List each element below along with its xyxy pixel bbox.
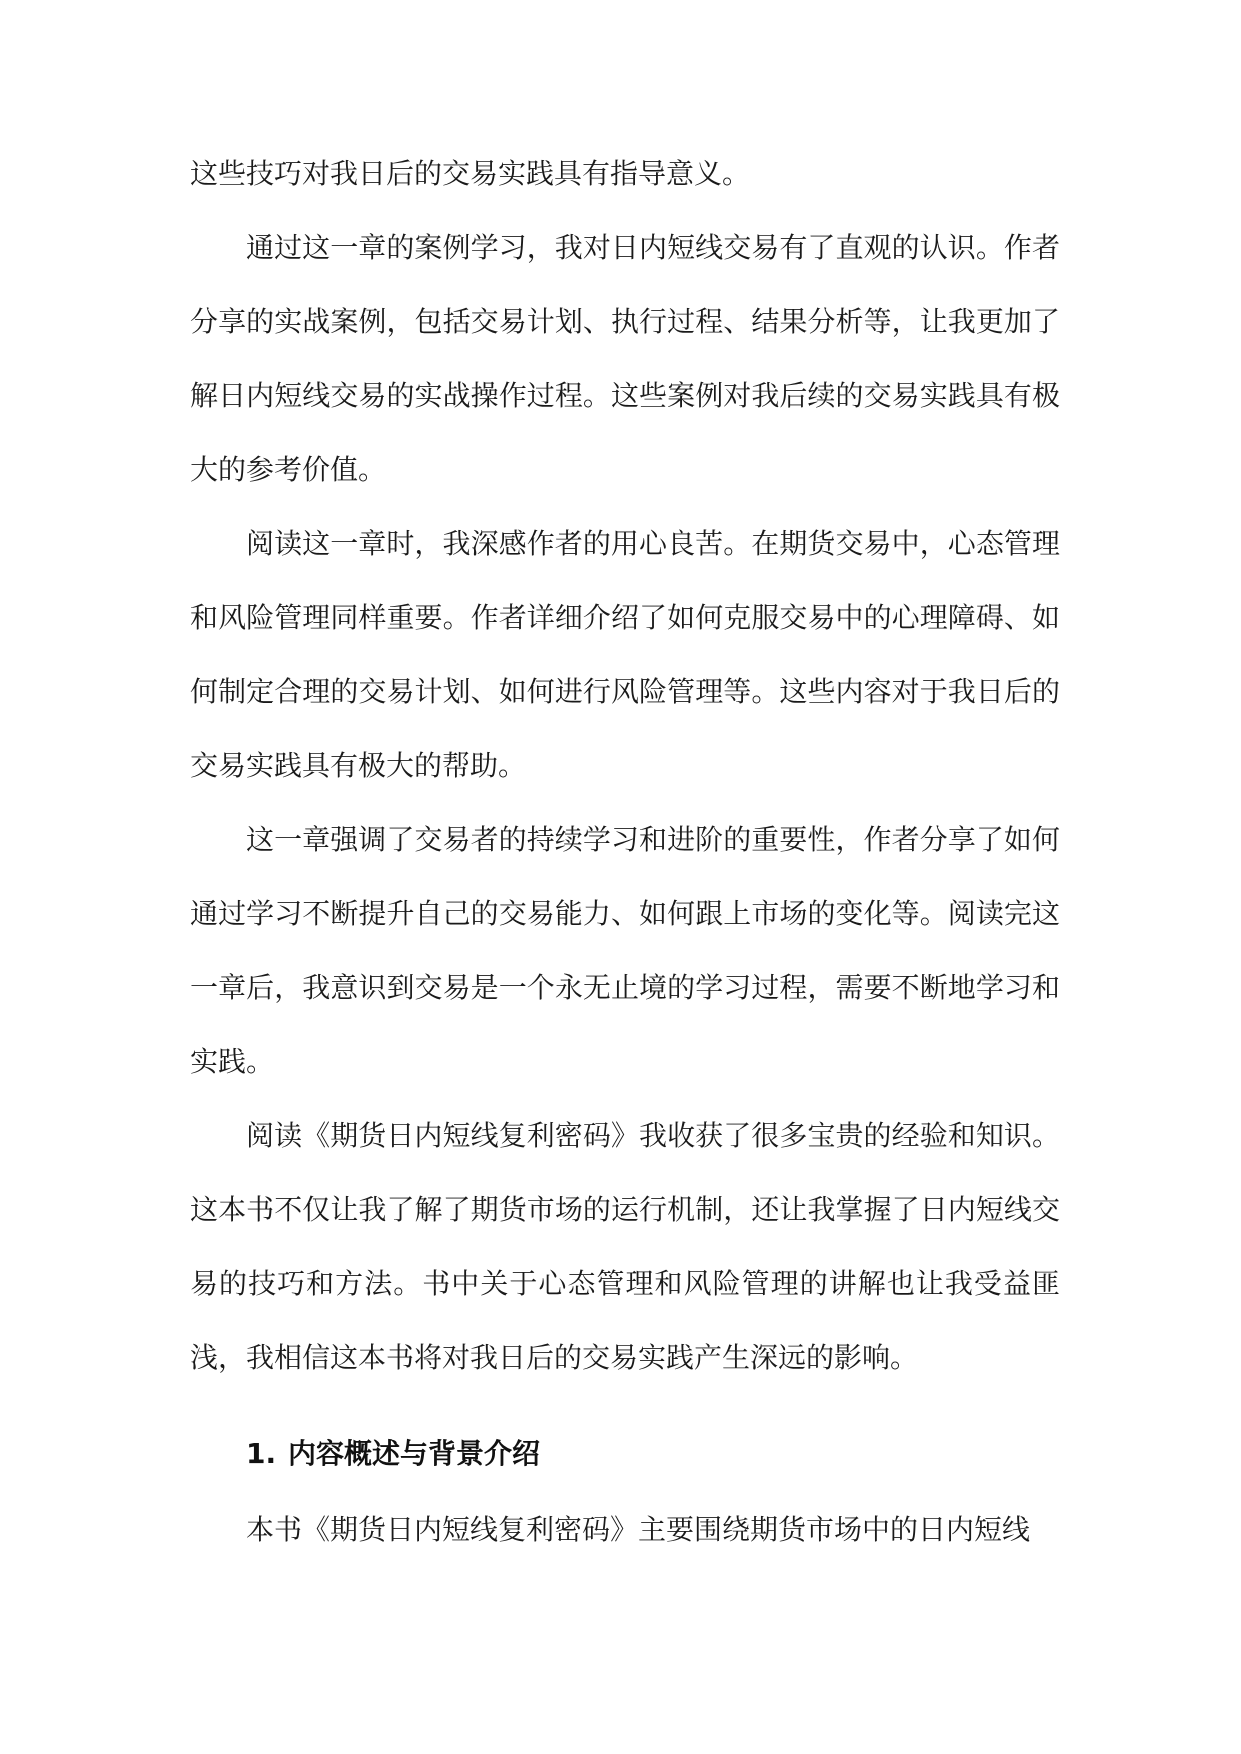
body-text [190,137,1060,1567]
paragraph-5: 阅读《期货日内短线复利密码》我收获了很多宝贵的经验和知识。这本书不仅让我了解了期货市场的运行机制，还让我掌握了日内短线交易的技巧和方法。书中关于心态管理和风险管理的讲解也让我受益匪浅，我相信这本书将对我日后的交易实践产生深远的影响。 [190,1119,1060,1374]
paragraph-2: 通过这一章的案例学习，我对日内短线交易有了直观的认识。作者分享的实战案例，包括交易计划、执行过程、结果分析等，让我更加了解日内短线交易的实战操作过程。这些案例对我后续的交易实践具有极大的参考价值。 [190,231,1060,486]
paragraph-3: 阅读这一章时，我深感作者的用心良苦。在期货交易中，心态管理和风险管理同样重要。作者详细介绍了如何克服交易中的心理障碍、如何制定合理的交易计划、如何进行风险管理等。这些内容对于我日后的交易实践具有极大的帮助。 [190,527,1060,782]
section-paragraph: 本书《期货日内短线复利密码》主要围绕期货市场中的日内短线 [246,1513,1031,1546]
section-title: 内容概述与背景介绍 [288,1437,541,1470]
paragraph-4: 这一章强调了交易者的持续学习和进阶的重要性，作者分享了如何通过学习不断提升自己的交易能力、如何跟上市场的变化等。阅读完这一章后，我意识到交易是一个永无止境的学习过程，需要不断地学习和实践。 [190,823,1060,1078]
paragraph-1: 这些技巧对我日后的交易实践具有指导意义。 [190,157,751,190]
section-heading [190,1417,1060,1491]
section-number: 1. [246,1437,277,1470]
